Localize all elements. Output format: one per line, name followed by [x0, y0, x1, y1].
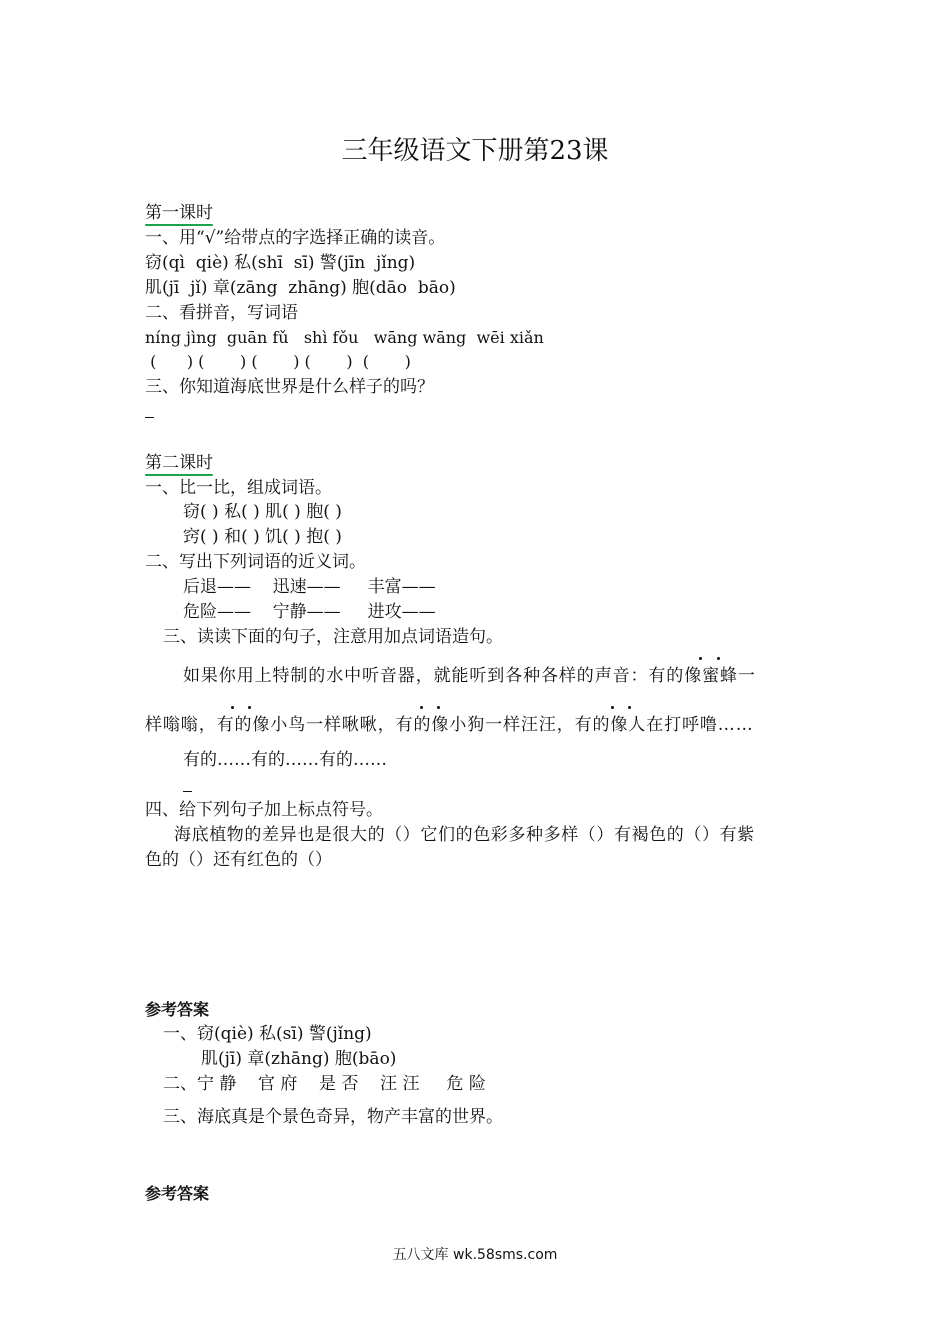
lesson2-heading: [145, 451, 213, 475]
answers1-heading: 参考答案: [145, 1000, 210, 1019]
lesson2-q3: 三、读读下面的句子，注意用加点词语造句。: [163, 627, 503, 647]
answers2-heading: 参考答案: [145, 1184, 210, 1203]
emphasis-dot: [717, 657, 720, 660]
lesson2-q4: 四、给下列句子加上标点符号。: [145, 800, 383, 820]
lesson2-q4-line2: 色的（）还有红色的（）: [145, 850, 332, 870]
answers1-line1: 一、窃(qiè) 私(sī) 警(jǐng): [163, 1024, 372, 1044]
lesson1-q1-line2: 肌(jī jǐ) 章(zāng zhāng) 胞(dāo bāo): [145, 278, 456, 298]
answers1-line2: 肌(jī) 章(zhāng) 胞(bāo): [201, 1049, 397, 1069]
emphasis-dot: [231, 706, 234, 709]
lesson2-q1: 一、比一比，组成词语。: [145, 478, 332, 498]
lesson1-q2-blanks: ( ) ( ) ( ) ( ) ( ): [145, 352, 411, 371]
emphasis-dot: [420, 706, 423, 709]
answer-line: [183, 791, 192, 792]
lesson1-q2: 二、看拼音，写词语: [145, 303, 298, 323]
emphasis-dot: [611, 706, 614, 709]
lesson1-q3: 三、你知道海底世界是什么样子的吗？: [145, 377, 434, 397]
lesson2-heading-text: 第二课时: [145, 453, 213, 473]
answers1-line4: 三、海底真是个景色奇异，物产丰富的世界。: [163, 1107, 503, 1127]
answers1-line3: 二、宁 静 官 府 是 否 汪 汪 危 险: [163, 1074, 486, 1094]
lesson1-q1: 一、用“√”给带点的字选择正确的读音。: [145, 228, 446, 248]
lesson2-q3-pattern: 有的……有的……有的……: [183, 750, 387, 770]
emphasis-dot: [248, 706, 251, 709]
lesson2-q3-para1: 如果你用上特制的水中听音器，就能听到各种各样的声音：有的像蜜蜂一: [183, 666, 756, 686]
footer-watermark: 五八文库 wk.58sms.com: [392, 1247, 558, 1263]
answer-line: [145, 417, 154, 418]
lesson1-heading: [145, 201, 213, 225]
lesson2-q2: 二、写出下列词语的近义词。: [145, 552, 366, 572]
lesson2-q1-line1: 窃( ) 私( ) 肌( ) 胞( ): [183, 502, 342, 522]
lesson1-q2-pinyin: níng jìng guān fǔ shì fǒu wāng wāng wēi xiǎn: [145, 328, 544, 347]
lesson2-q4-line1: 海底植物的差异也是很大的（）它们的色彩多种多样（）有褐色的（）有紫: [174, 825, 755, 845]
page-title: 三年级语文下册第23课: [341, 136, 609, 166]
emphasis-dot: [628, 706, 631, 709]
lesson2-q2-line1: 后退—— 迅速—— 丰富——: [183, 577, 436, 597]
lesson2-q3-para2: 样嗡嗡，有的像小鸟一样啾啾，有的像小狗一样汪汪，有的像人在打呼噜……: [145, 715, 754, 735]
lesson1-heading-text: 第一课时: [145, 203, 213, 223]
emphasis-dot: [437, 706, 440, 709]
lesson2-q1-line2: 窍( ) 和( ) 饥( ) 抱( ): [183, 527, 342, 547]
lesson2-q2-line2: 危险—— 宁静—— 进攻——: [183, 602, 436, 622]
emphasis-dot: [699, 657, 702, 660]
lesson1-q1-line1: 窃(qì qiè) 私(shī sī) 警(jīn jǐng): [145, 253, 416, 273]
